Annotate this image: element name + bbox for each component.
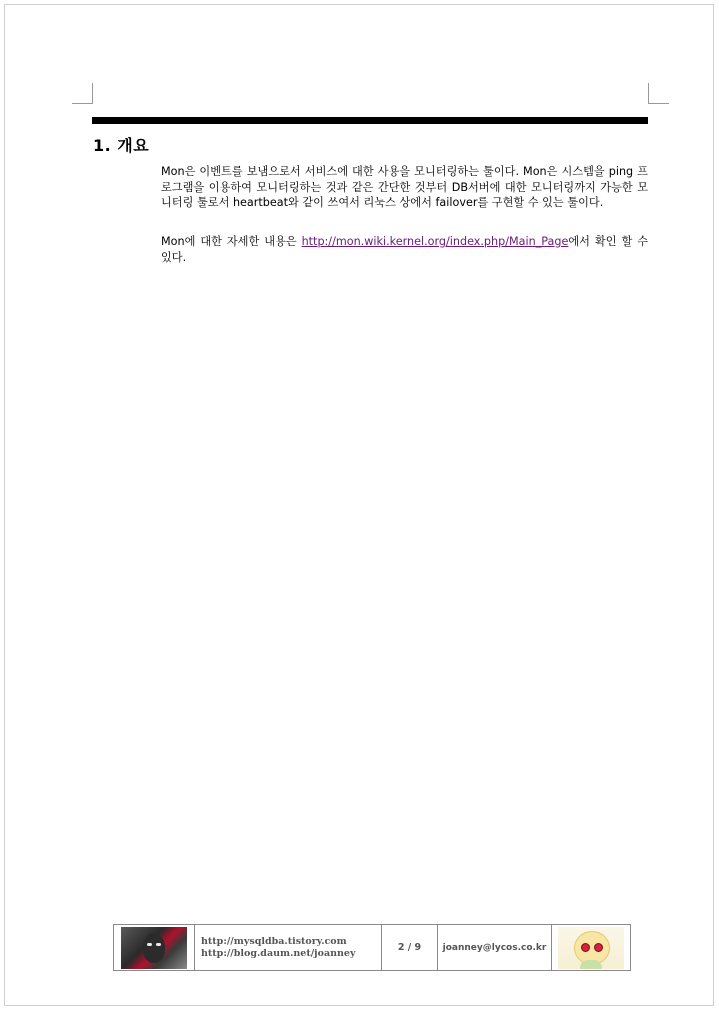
footer-avatar-right-cell <box>552 925 630 970</box>
avatar-right-body <box>580 960 602 969</box>
avatar-left-eye <box>147 943 152 946</box>
page-footer <box>113 924 631 971</box>
footer-page-number: 2 / 9 <box>382 925 438 970</box>
avatar-left <box>121 927 187 969</box>
mon-wiki-link[interactable]: http://mon.wiki.kernel.org/index.php/Main_Page <box>301 235 569 248</box>
reference-text-after: 에서 확인 할 수 있다. <box>161 235 649 264</box>
heading-rule <box>92 117 648 124</box>
section-title: 개요 <box>117 136 150 155</box>
avatar-right-eye <box>581 943 590 952</box>
section-number: 1. <box>93 136 112 155</box>
avatar-right-eye <box>594 943 603 952</box>
reference-text-before: Mon에 대한 자세한 내용은 <box>161 235 302 248</box>
section-heading <box>93 133 149 156</box>
paragraph-reference <box>161 234 648 265</box>
footer-url-daum: http://blog.daum.net/joanney <box>201 947 356 959</box>
footer-email: joanney@lycos.co.kr <box>438 925 552 970</box>
footer-urls-cell <box>195 925 382 970</box>
avatar-left-face <box>143 933 165 963</box>
crop-mark-top-left <box>72 83 93 104</box>
avatar-left-eye <box>156 943 161 946</box>
footer-url-tistory: http://mysqldba.tistory.com <box>201 935 347 947</box>
footer-avatar-left-cell <box>114 925 195 970</box>
paragraph-intro: Mon은 이벤트를 보냄으로서 서비스에 대한 사용을 모니터링하는 툴이다. Mon은 시스템을 ping 프로그램을 이용하여 모니터링하는 것과 같은 간단한 것부터 DB서버에 대한 모니터링까지 가능한 모니터링 툴로서 heartbeat와 같이 쓰여서 리눅스 상에서 failover를 구현할 수 있는 툴이다. <box>161 165 648 209</box>
crop-mark-top-right <box>648 83 669 104</box>
avatar-right <box>558 927 624 969</box>
